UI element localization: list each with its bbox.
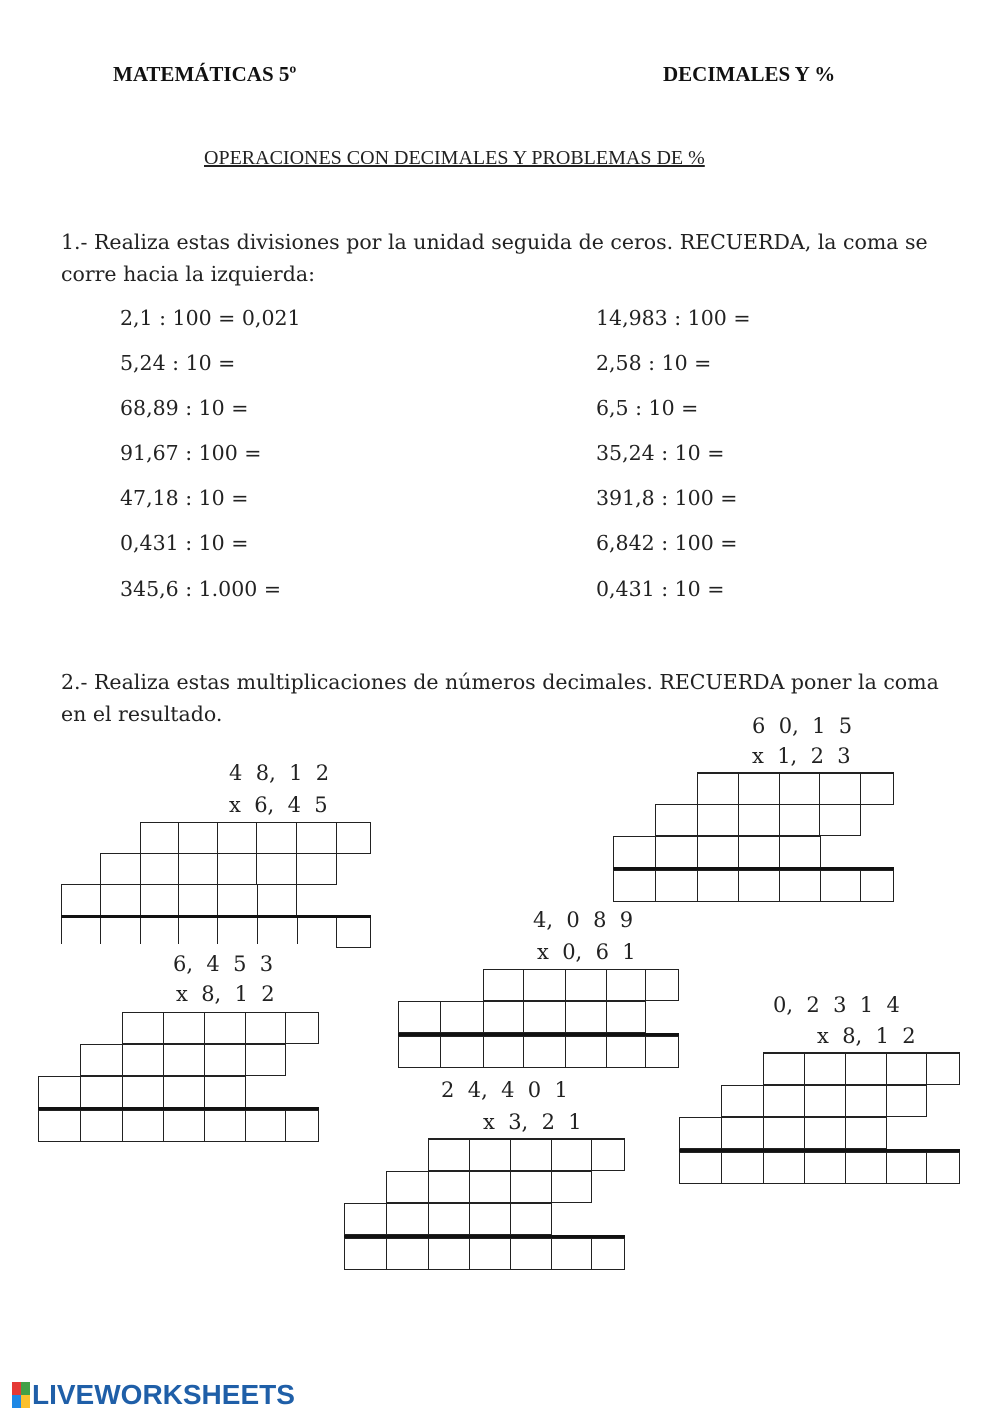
answer-cell[interactable]	[163, 1076, 205, 1108]
answer-cell[interactable]	[140, 822, 179, 854]
answer-cell[interactable]	[217, 884, 258, 916]
grid-row	[61, 884, 297, 916]
section2-instruction: 2.- Realiza estas multiplicaciones de números decimales. RECUERDA poner la coma en el resultado.	[61, 670, 939, 726]
answer-cell[interactable]	[440, 1001, 484, 1033]
grid-row	[398, 1001, 646, 1033]
answer-cell[interactable]	[679, 1152, 722, 1184]
answer-cell[interactable]	[613, 870, 656, 902]
answer-cell[interactable]	[469, 1203, 511, 1235]
multiplicand: 6 0, 1 5	[752, 714, 853, 738]
answer-cell[interactable]	[386, 1171, 429, 1203]
answer-cell[interactable]	[140, 884, 179, 916]
answer-cell[interactable]	[510, 1139, 552, 1171]
answer-cell[interactable]	[655, 804, 698, 836]
answer-cell[interactable]	[217, 853, 257, 885]
grid-row	[100, 853, 337, 885]
answer-cell[interactable]	[61, 884, 101, 916]
section1-instruction: 1.- Realiza estas divisiones por la unidad seguida de ceros. RECUERDA, la coma se corre hacia la izquierda:	[61, 230, 928, 286]
answer-cell[interactable]	[523, 1036, 566, 1068]
answer-cell[interactable]	[100, 918, 141, 944]
grid-row	[679, 1149, 960, 1186]
answer-cell[interactable]	[178, 853, 218, 885]
multiplicand: 4, 0 8 9	[533, 908, 634, 932]
multiplier: x 6, 4 5	[229, 793, 328, 817]
answer-cell[interactable]	[655, 870, 698, 902]
multiplicand: 6, 4 5 3	[173, 952, 274, 976]
answer-cell[interactable]	[721, 1117, 764, 1149]
answer-cell[interactable]	[256, 853, 297, 885]
division-item: 91,67 : 100 =	[120, 441, 262, 465]
division-item: 6,842 : 100 =	[596, 531, 738, 555]
multiplier: x 3, 2 1	[483, 1110, 582, 1134]
answer-cell[interactable]	[80, 1076, 123, 1108]
answer-cell[interactable]	[204, 1110, 246, 1142]
answer-cell[interactable]	[336, 918, 371, 948]
answer-cell[interactable]	[122, 1012, 164, 1044]
grid-row	[398, 1033, 679, 1070]
answer-cell[interactable]	[819, 773, 861, 805]
grid-row	[38, 1107, 319, 1144]
topic-title: DECIMALES Y %	[663, 62, 836, 86]
grid-row	[386, 1171, 592, 1203]
answer-cell[interactable]	[613, 836, 656, 868]
answer-cell[interactable]	[483, 1036, 524, 1068]
answer-cell[interactable]	[469, 1171, 511, 1203]
answer-cell[interactable]	[926, 1152, 960, 1184]
answer-cell[interactable]	[178, 822, 218, 854]
subject-title: MATEMÁTICAS 5º	[113, 62, 297, 86]
page-subtitle: OPERACIONES CON DECIMALES Y PROBLEMAS DE %	[204, 147, 705, 169]
answer-cell[interactable]	[860, 773, 894, 805]
answer-cell[interactable]	[591, 1139, 625, 1171]
grid-row	[428, 1139, 625, 1171]
answer-cell[interactable]	[344, 1203, 387, 1235]
answer-cell[interactable]	[217, 918, 258, 944]
answer-cell[interactable]	[257, 918, 298, 944]
division-item: 391,8 : 100 =	[596, 486, 738, 510]
answer-cell[interactable]	[100, 884, 141, 916]
grid-row	[122, 1012, 319, 1044]
answer-cell[interactable]	[386, 1203, 429, 1235]
answer-cell[interactable]	[344, 1238, 387, 1270]
answer-cell[interactable]	[245, 1044, 286, 1076]
answer-cell[interactable]	[779, 804, 820, 836]
answer-cell[interactable]	[697, 836, 739, 868]
answer-cell[interactable]	[804, 1117, 846, 1149]
multiplier: x 8, 1 2	[817, 1024, 916, 1048]
answer-cell[interactable]	[204, 1076, 246, 1108]
answer-cell[interactable]	[523, 969, 566, 1001]
answer-cell[interactable]	[860, 870, 894, 902]
grid-row	[80, 1044, 286, 1076]
multiplier: x 8, 1 2	[176, 982, 275, 1006]
answer-cell[interactable]	[763, 1085, 805, 1117]
answer-cell[interactable]	[336, 822, 371, 854]
answer-cell[interactable]	[217, 822, 257, 854]
answer-cell[interactable]	[820, 870, 861, 902]
answer-cell[interactable]	[483, 1001, 524, 1033]
division-item: 6,5 : 10 =	[596, 396, 699, 420]
answer-cell[interactable]	[122, 1044, 164, 1076]
grid-row	[140, 822, 371, 854]
answer-cell[interactable]	[738, 804, 780, 836]
division-item: 47,18 : 10 =	[120, 486, 249, 510]
answer-cell[interactable]	[80, 1110, 123, 1142]
grid-row	[679, 1117, 887, 1149]
answer-cell[interactable]	[469, 1139, 511, 1171]
answer-cell[interactable]	[38, 1076, 81, 1108]
answer-cell[interactable]	[804, 1053, 846, 1085]
answer-cell[interactable]	[204, 1012, 246, 1044]
answer-cell[interactable]	[296, 853, 337, 885]
answer-cell[interactable]	[738, 773, 780, 805]
answer-cell[interactable]	[122, 1076, 164, 1108]
answer-cell[interactable]	[886, 1085, 927, 1117]
answer-cell[interactable]	[645, 1036, 679, 1068]
grid-row	[655, 804, 861, 836]
answer-cell[interactable]	[285, 1012, 319, 1044]
answer-cell[interactable]	[100, 853, 141, 885]
answer-cell[interactable]	[428, 1203, 470, 1235]
answer-cell[interactable]	[61, 918, 101, 944]
answer-cell[interactable]	[926, 1053, 960, 1085]
multiplicand: 0, 2 3 1 4	[773, 993, 900, 1017]
answer-cell[interactable]	[886, 1152, 927, 1184]
multiplier: x 1, 2 3	[752, 744, 851, 768]
answer-cell[interactable]	[697, 804, 739, 836]
answer-cell[interactable]	[80, 1044, 123, 1076]
answer-cell[interactable]	[140, 918, 179, 944]
answer-cell[interactable]	[398, 1001, 441, 1033]
answer-cell[interactable]	[763, 1117, 805, 1149]
answer-cell[interactable]	[256, 822, 297, 854]
division-item: 2,1 : 100 = 0,021	[120, 306, 301, 330]
grid-row	[613, 867, 894, 905]
answer-cell[interactable]	[779, 773, 820, 805]
answer-cell[interactable]	[257, 884, 297, 916]
answer-cell[interactable]	[398, 1036, 441, 1068]
multiplier: x 0, 6 1	[537, 940, 636, 964]
grid-row	[721, 1085, 927, 1117]
answer-cell[interactable]	[697, 870, 739, 902]
answer-cell[interactable]	[163, 1110, 205, 1142]
liveworksheets-logo[interactable]	[12, 1380, 295, 1410]
answer-cell[interactable]	[606, 1036, 646, 1068]
liveworksheets-mark-icon	[12, 1382, 30, 1408]
division-item: 345,6 : 1.000 =	[120, 577, 282, 601]
answer-cell[interactable]	[779, 836, 821, 868]
answer-cell[interactable]	[886, 1053, 927, 1085]
answer-cell[interactable]	[510, 1203, 552, 1235]
grid-row	[38, 1076, 246, 1108]
division-item: 35,24 : 10 =	[596, 441, 725, 465]
answer-cell[interactable]	[606, 1001, 646, 1033]
answer-cell[interactable]	[763, 1152, 805, 1184]
answer-cell[interactable]	[296, 822, 337, 854]
answer-cell[interactable]	[440, 1036, 484, 1068]
multiplicand: 4 8, 1 2	[229, 761, 330, 785]
grid-row	[697, 773, 894, 805]
division-item: 0,431 : 10 =	[120, 531, 249, 555]
multiplicand: 2 4, 4 0 1	[441, 1078, 568, 1102]
answer-cell[interactable]	[763, 1053, 805, 1085]
answer-cell[interactable]	[738, 870, 780, 902]
answer-cell[interactable]	[721, 1152, 764, 1184]
division-item: 5,24 : 10 =	[120, 351, 236, 375]
answer-cell[interactable]	[245, 1012, 286, 1044]
answer-cell[interactable]	[804, 1085, 846, 1117]
answer-cell[interactable]	[163, 1012, 205, 1044]
answer-cell[interactable]	[510, 1171, 552, 1203]
grid-row	[763, 1053, 960, 1085]
grid-row	[61, 918, 371, 948]
answer-cell[interactable]	[721, 1085, 764, 1117]
answer-cell[interactable]	[483, 969, 524, 1001]
answer-cell[interactable]	[297, 918, 337, 944]
answer-cell[interactable]	[845, 1085, 887, 1117]
answer-cell[interactable]	[606, 969, 646, 1001]
answer-cell[interactable]	[845, 1152, 887, 1184]
answer-cell[interactable]	[679, 1117, 722, 1149]
answer-cell[interactable]	[178, 918, 218, 944]
answer-cell[interactable]	[565, 1001, 607, 1033]
answer-cell[interactable]	[551, 1171, 592, 1203]
answer-cell[interactable]	[551, 1238, 592, 1270]
answer-cell[interactable]	[122, 1110, 164, 1142]
answer-cell[interactable]	[163, 1044, 205, 1076]
answer-cell[interactable]	[565, 1036, 607, 1068]
answer-cell[interactable]	[551, 1139, 592, 1171]
answer-cell[interactable]	[819, 804, 861, 836]
answer-cell[interactable]	[845, 1053, 887, 1085]
brand-name: LIVEWORKSHEETS	[32, 1379, 295, 1410]
division-item: 2,58 : 10 =	[596, 351, 712, 375]
answer-cell[interactable]	[804, 1152, 846, 1184]
answer-cell[interactable]	[285, 1110, 319, 1142]
answer-cell[interactable]	[38, 1110, 81, 1142]
answer-cell[interactable]	[510, 1238, 552, 1270]
answer-cell[interactable]	[140, 853, 179, 885]
answer-cell[interactable]	[738, 836, 780, 868]
answer-cell[interactable]	[523, 1001, 566, 1033]
answer-cell[interactable]	[645, 969, 679, 1001]
answer-cell[interactable]	[591, 1238, 625, 1270]
answer-cell[interactable]	[428, 1139, 470, 1171]
answer-cell[interactable]	[779, 870, 821, 902]
division-item: 68,89 : 10 =	[120, 396, 249, 420]
answer-cell[interactable]	[428, 1238, 470, 1270]
grid-row	[344, 1203, 552, 1235]
answer-cell[interactable]	[565, 969, 607, 1001]
answer-cell[interactable]	[178, 884, 218, 916]
grid-row	[344, 1235, 625, 1272]
answer-cell[interactable]	[386, 1238, 429, 1270]
answer-cell[interactable]	[428, 1171, 470, 1203]
grid-row	[613, 836, 821, 868]
answer-cell[interactable]	[204, 1044, 246, 1076]
answer-cell[interactable]	[845, 1117, 887, 1149]
division-item: 14,983 : 100 =	[596, 306, 751, 330]
answer-cell[interactable]	[245, 1110, 286, 1142]
answer-cell[interactable]	[655, 836, 698, 868]
answer-cell[interactable]	[697, 773, 739, 805]
grid-row	[483, 969, 679, 1001]
answer-cell[interactable]	[469, 1238, 511, 1270]
division-item: 0,431 : 10 =	[596, 577, 725, 601]
